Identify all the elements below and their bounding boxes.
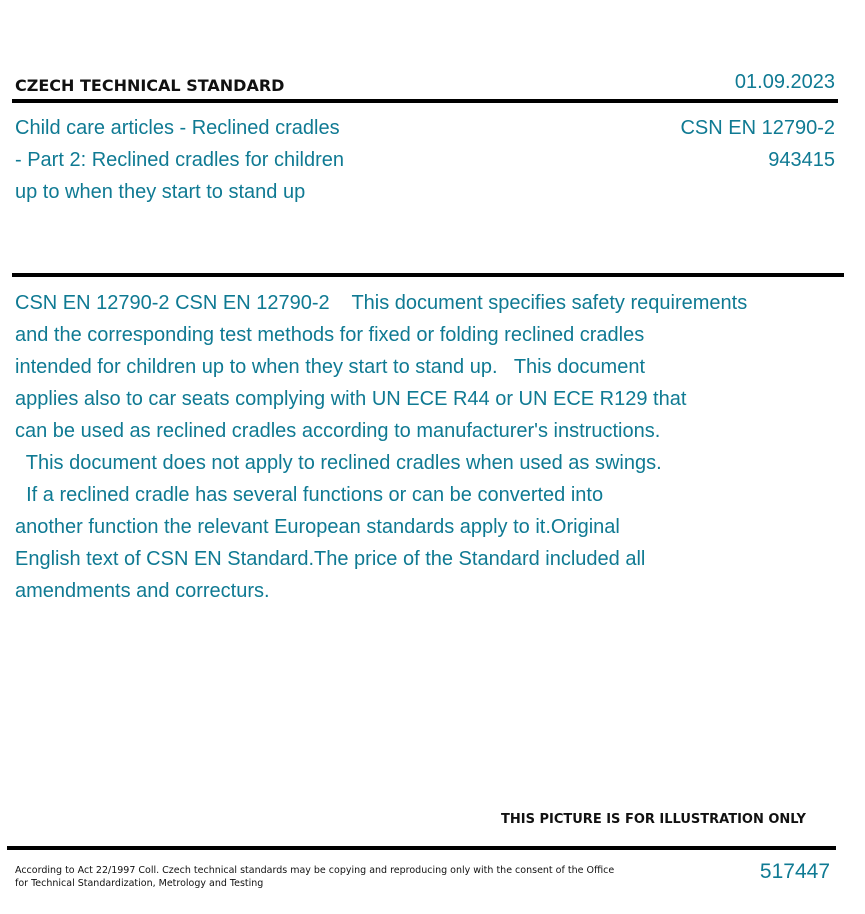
standard-code: CSN EN 12790-2	[680, 117, 835, 139]
standard-identifiers	[680, 112, 835, 176]
legal-line: for Technical Standardization, Metrology and Testing	[15, 878, 264, 889]
description-line: can be used as reclined cradles according to manufacturer's instructions.	[15, 420, 661, 442]
title-line: Child care articles - Reclined cradles	[15, 117, 340, 139]
illustration-disclaimer: THIS PICTURE IS FOR ILLUSTRATION ONLY	[501, 812, 806, 827]
description-line: another function the relevant European standards apply to it.Original	[15, 516, 620, 538]
description-line: English text of CSN EN Standard.The price of the Standard included all	[15, 548, 646, 570]
description-line: and the corresponding test methods for fixed or folding reclined cradles	[15, 324, 645, 346]
description-line: This document does not apply to reclined cradles when used as swings.	[15, 452, 662, 474]
title-line: up to when they start to stand up	[15, 181, 306, 203]
standard-title	[15, 112, 395, 208]
title-line: - Part 2: Reclined cradles for children	[15, 149, 345, 171]
standard-description	[15, 287, 825, 607]
divider-bottom	[7, 846, 836, 850]
issue-date: 01.09.2023	[734, 71, 835, 93]
description-line: applies also to car seats complying with UN ECE R44 or UN ECE R129 that	[15, 388, 687, 410]
legal-notice	[15, 864, 615, 890]
divider-middle	[12, 273, 844, 277]
description-line: CSN EN 12790-2 CSN EN 12790-2 This document specifies safety requirements	[15, 292, 748, 314]
divider-top	[12, 99, 838, 103]
catalog-number: 943415	[768, 149, 835, 171]
description-line: amendments and correcturs.	[15, 580, 270, 602]
description-line: If a reclined cradle has several functions or can be converted into	[15, 484, 604, 506]
description-line: intended for children up to when they start to stand up. This document	[15, 356, 646, 378]
document-number: 517447	[759, 860, 830, 883]
legal-line: According to Act 22/1997 Coll. Czech technical standards may be copying and reproducing only with the consent of the Office	[15, 865, 615, 876]
header-label: CZECH TECHNICAL STANDARD	[15, 76, 285, 95]
